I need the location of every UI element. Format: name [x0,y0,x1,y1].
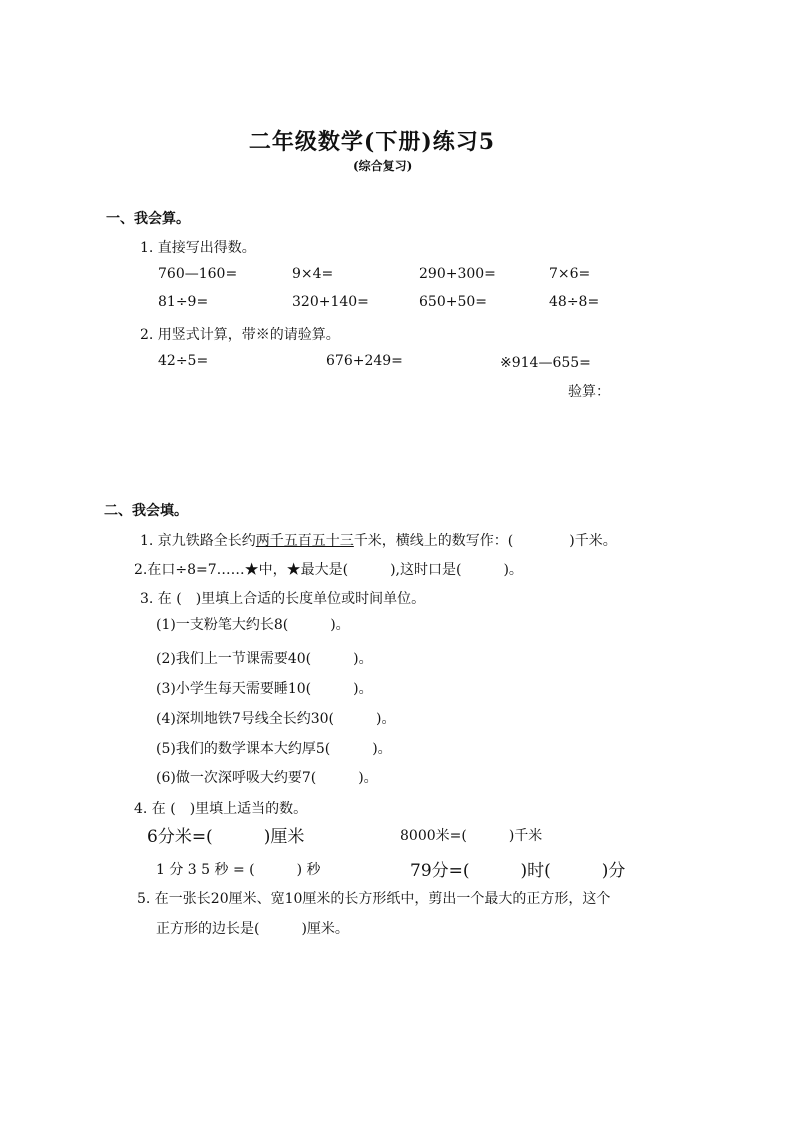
calc-item: 290+300= [419,266,496,282]
s2-q3-label: 3. 在 ( )里填上合适的长度单位或时间单位。 [140,591,426,607]
s2-q3-item: (5)我们的数学课本大约厚5( )。 [156,741,392,757]
calc-item: 760—160= [158,266,238,282]
s1-q1-label: 1. 直接写出得数。 [140,240,256,256]
calc-item: 650+50= [419,294,487,310]
page-title: 二年级数学(下册)练习5 [248,129,496,155]
page-subtitle: (综合复习) [353,159,413,173]
calc-item: 320+140= [292,294,369,310]
s2-q3-item: (1)一支粉笔大约长8( )。 [156,617,350,633]
s2-q4-b: 8000米=( )千米 [400,828,543,844]
vertical-calc-item: 676+249= [326,353,403,369]
s2-q4-a: 6分米=( )厘米 [147,827,305,847]
calc-item: 48÷8= [549,294,600,310]
s2-q4-c: 1 分 3 5 秒 = ( ) 秒 [156,862,321,878]
calc-item: 7×6= [549,266,591,282]
s2-q4-d: 79分=( )时( )分 [410,861,626,881]
underlined-number-words: 两千五百五十三 [255,533,354,549]
vertical-calc-item: ※914—655= [500,355,591,371]
calc-item: 9×4= [292,266,334,282]
s1-q2-label: 2. 用竖式计算，带※的请验算。 [140,327,340,343]
s2-q2: 2.在口÷8=7……★中，★最大是( ),这时口是( )。 [134,562,523,578]
section2-heading: 二、我会填。 [104,503,188,519]
s2-q5-line1: 5. 在一张长20厘米、宽10厘米的长方形纸中，剪出一个最大的正方形，这个 [137,891,611,907]
s2-q3-item: (3)小学生每天需要睡10( )。 [156,681,373,697]
check-label: 验算： [568,384,610,400]
s2-q3-item: (4)深圳地铁7号线全长约30( )。 [156,711,396,727]
s2-q5-line2: 正方形的边长是( )厘米。 [156,921,349,937]
section1-heading: 一、我会算。 [106,211,190,227]
calc-item: 81÷9= [158,294,209,310]
vertical-calc-item: 42÷5= [158,353,209,369]
s2-q3-item: (2)我们上一节课需要40( )。 [156,651,373,667]
s2-q1: 1. 京九铁路全长约两千五百五十三千米，横线上的数写作：( )千米。 [140,533,617,549]
s2-q3-item: (6)做一次深呼吸大约要7( )。 [156,770,378,786]
s2-q4-label: 4. 在 ( )里填上适当的数。 [134,801,308,817]
